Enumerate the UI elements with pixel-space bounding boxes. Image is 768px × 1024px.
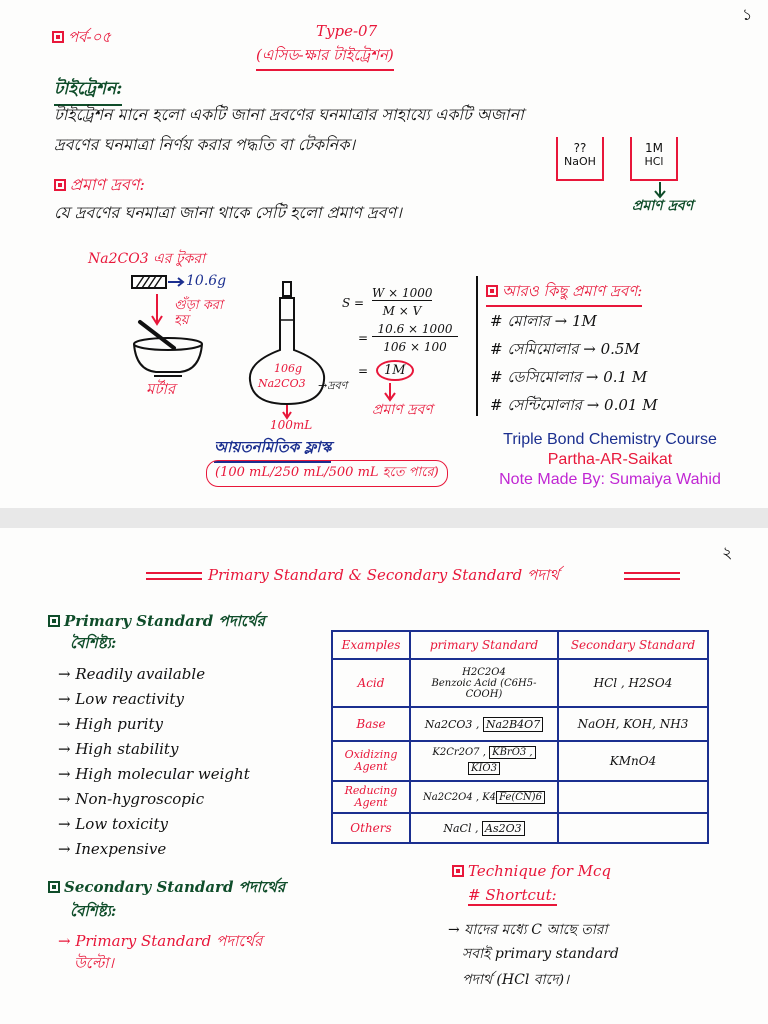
list-item: → Inexpensive	[58, 837, 250, 862]
solvent-label: →দ্রবণ	[318, 379, 348, 392]
table-cell: Na2CO3 , Na2B4O7	[410, 707, 558, 741]
primary-features-subheading: বৈশিষ্ট্য:	[70, 634, 117, 652]
table-cell: NaCl , As2O3	[410, 813, 558, 843]
unknown-beaker: ?? NaOH	[556, 137, 604, 181]
table-cell: K2Cr2O7 , KBrO3 , KIO3	[410, 741, 558, 781]
type-line: Type-07	[316, 22, 378, 40]
list-item: → Low toxicity	[58, 812, 250, 837]
formula-lhs: S =	[342, 296, 365, 310]
table-cell: Na2C2O4 , K4 Fe(CN)6	[410, 781, 558, 813]
table-cell: Oxidizing Agent	[332, 741, 410, 781]
known-beaker: 1M HCl	[630, 137, 678, 181]
flask-contents-bottom: Na2CO3	[258, 377, 306, 390]
flask-volume-label: 100mL	[270, 418, 313, 432]
page-title: Primary Standard & Secondary Standard পদার্থ	[208, 566, 560, 584]
table-cell: Others	[332, 813, 410, 843]
standards-table	[331, 630, 709, 844]
mass-label: 10.6g	[186, 273, 227, 289]
secondary-feature-cont: উল্টো।	[74, 954, 114, 972]
credit-note: Note Made By: Sumaiya Wahid	[499, 471, 721, 488]
standard-solution-heading: প্রমাণ দ্রবণ:	[54, 172, 145, 199]
flask-sizes: (100 mL/250 mL/500 mL হতে পারে)	[206, 460, 448, 487]
checkbox-bullet-icon	[452, 865, 464, 877]
table-cell: H2C2O4 Benzoic Acid (C6H5-COOH)	[410, 659, 558, 707]
formula-numerator-1: W × 1000	[372, 286, 433, 300]
flask-contents-top: 106g	[273, 362, 303, 375]
secondary-features-subheading: বৈশিষ্ট্য:	[70, 902, 117, 920]
list-item: → High molecular weight	[58, 762, 250, 787]
table-row	[332, 659, 708, 707]
table-row	[332, 781, 708, 813]
flask-name: আয়তনমিতিক ফ্লাস্ক	[214, 436, 331, 463]
primary-features-list	[58, 662, 250, 862]
mortar-and-pestle-drawing	[126, 318, 210, 380]
title-decoration	[146, 572, 202, 580]
table-cell: KMnO4	[558, 741, 708, 781]
formula-result: 1M	[376, 360, 414, 381]
credit-author: Partha-AR-Saikat	[547, 451, 673, 468]
credit-course: Triple Bond Chemistry Course	[503, 431, 717, 448]
formula-numerator-2: 10.6 × 1000	[372, 322, 458, 337]
page-number: ১	[742, 5, 753, 24]
table-row	[332, 707, 708, 741]
titration-definition-line2: দ্রবণের ঘনমাত্রা নির্ণয় করার পদ্ধতি বা টেকনিক।	[54, 135, 356, 154]
secondary-feature: → Primary Standard পদার্থের	[58, 932, 263, 950]
list-item: → High stability	[58, 737, 250, 762]
titration-heading: টাইট্রেশন:	[54, 76, 122, 106]
checkbox-bullet-icon	[48, 881, 60, 893]
table-cell: Base	[332, 707, 410, 741]
table-cell: NaOH, KOH, NH3	[558, 707, 708, 741]
checkbox-bullet-icon	[486, 285, 498, 297]
technique-heading: Technique for Mcq	[452, 862, 611, 880]
table-header: Examples	[332, 631, 410, 659]
formula-denominator-2: 106 × 100	[383, 340, 447, 354]
list-item: # সেন্টিমোলার → 0.01 M	[490, 396, 658, 414]
type-title: (এসিড-ক্ষার টাইট্রেশন)	[256, 44, 394, 71]
table-header: primary Standard	[410, 631, 558, 659]
list-item: → Readily available	[58, 662, 250, 687]
table-cell: Reducing Agent	[332, 781, 410, 813]
list-item: → Non-hygroscopic	[58, 787, 250, 812]
list-item: # মোলার → 1M	[490, 312, 597, 330]
table-header-row	[332, 631, 708, 659]
list-item: → High purity	[58, 712, 250, 737]
primary-features-heading: Primary Standard পদার্থের	[48, 610, 265, 635]
formula-equals: =	[358, 364, 369, 378]
table-row	[332, 813, 708, 843]
formula-result-label: প্রমাণ দ্রবণ	[372, 402, 433, 418]
list-item: # সেমিমোলার → 0.5M	[490, 340, 640, 358]
formula-denominator-1: M × V	[382, 304, 422, 318]
table-cell: HCl , H2SO4	[558, 659, 708, 707]
list-item: # ডেসিমোলার → 0.1 M	[490, 368, 648, 386]
page-number: ২	[722, 543, 733, 562]
beaker-standard-label: প্রমাণ দ্রবণ	[632, 198, 694, 214]
column-divider	[476, 276, 478, 416]
secondary-features-heading: Secondary Standard পদার্থের	[48, 876, 285, 901]
checkbox-bullet-icon	[48, 615, 60, 627]
more-standard-heading: আরও কিছু প্রমাণ দ্রবণ:	[486, 280, 642, 307]
formula-equals: =	[358, 331, 369, 345]
table-header: Secondary Standard	[558, 631, 708, 659]
note-page-2	[0, 528, 768, 1024]
standard-solution-definition: যে দ্রবণের ঘনমাত্রা জানা থাকে সেটি হলো প্রমাণ দ্রবণ।	[54, 203, 402, 222]
mortar-label: মর্টার	[146, 380, 176, 398]
checkbox-bullet-icon	[54, 179, 66, 191]
table-cell	[558, 781, 708, 813]
shortcut-heading: # Shortcut:	[468, 886, 557, 904]
note-page-1	[0, 0, 768, 508]
shortcut-line: সবাই primary standard	[462, 946, 619, 962]
grind-label: গুঁড়া করা হয়	[174, 298, 223, 328]
table-cell: Acid	[332, 659, 410, 707]
table-row	[332, 741, 708, 781]
shortcut-line: → যাদের মধ্যে C আছে তারা	[448, 922, 608, 938]
chapter-label: পর্ব-০৫	[52, 26, 111, 51]
checkbox-bullet-icon	[52, 31, 64, 43]
na2co3-piece-label: Na2CO3 এর টুকরা	[88, 251, 206, 267]
title-decoration	[624, 572, 680, 580]
table-cell	[558, 813, 708, 843]
titration-definition-line1: টাইট্রেশন মানে হলো একটি জানা দ্রবণের ঘনমাত্রার সাহায্যে একটি অজানা	[54, 105, 524, 124]
shortcut-line: পদার্থ (HCl বাদে)।	[462, 972, 570, 988]
list-item: → Low reactivity	[58, 687, 250, 712]
